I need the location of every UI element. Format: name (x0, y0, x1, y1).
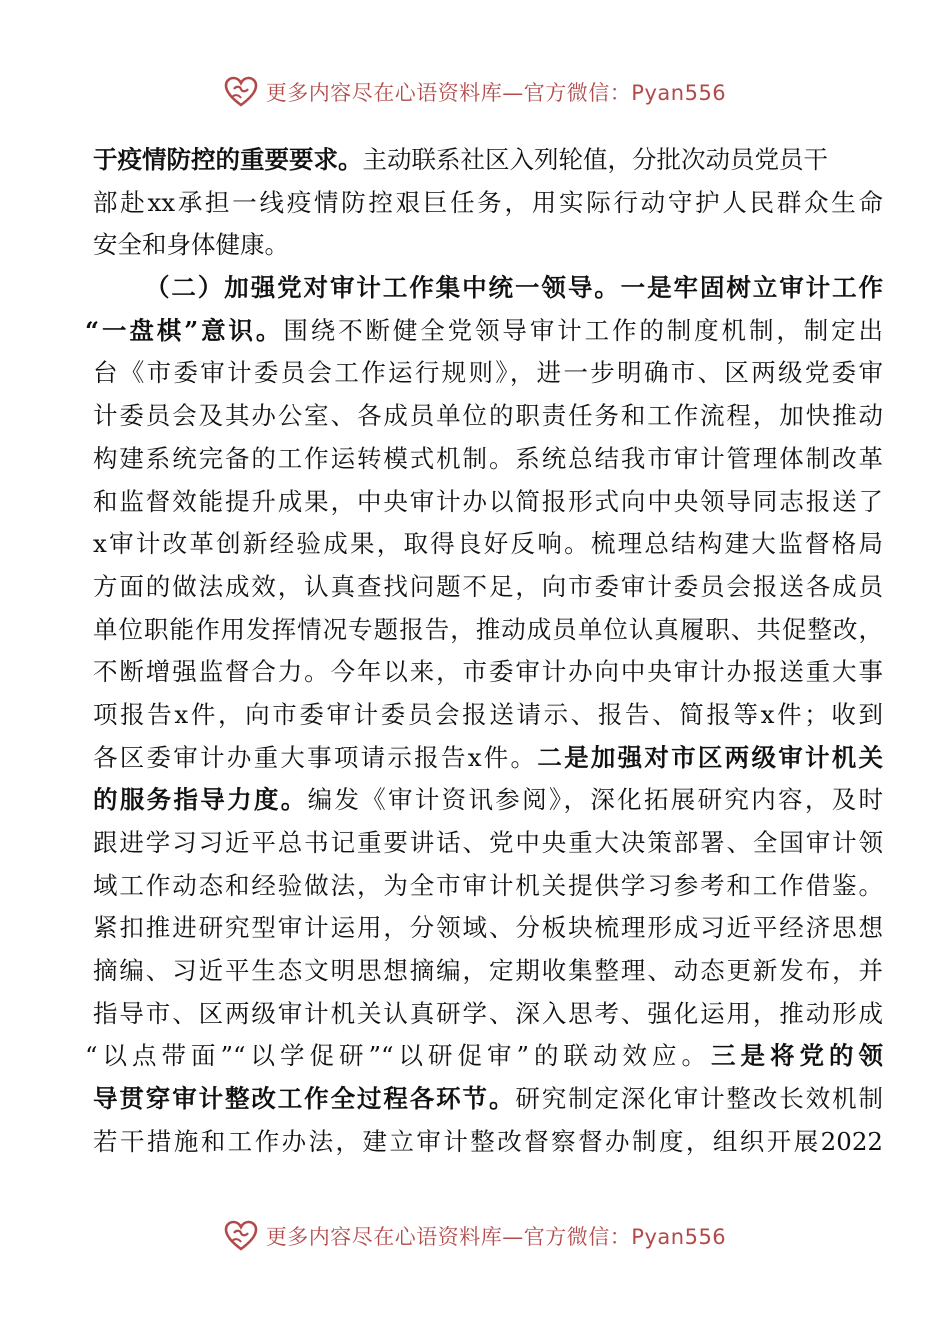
bold-text-segment: （二）加强党对审计工作集中统一领导。一是牢固树立审计工作 (145, 273, 883, 303)
bold-text-segment: 三是将党的领 (711, 1041, 884, 1071)
text-segment: 指导市、区两级审计机关认真研学、深入思考、强化运用，推动形成 (93, 998, 883, 1028)
text-segment: 若干措施和工作办法，建立审计整改督察督办制度，组织开展2022 (93, 1126, 883, 1156)
body-line (85, 1035, 883, 1078)
body-line (93, 993, 883, 1036)
text-segment: “以点带面”“以学促研”“以研促审”的联动效应。 (85, 1041, 712, 1071)
body-line (93, 694, 883, 737)
text-segment: 项报告x件，向市委审计委员会报送请示、报告、简报等x件；收到 (93, 699, 883, 729)
text-segment: 摘编、习近平生态文明思想摘编，定期收集整理、动态更新发布，并 (93, 956, 883, 986)
body-line (93, 779, 883, 822)
text-segment: 研究制定深化审计整改长效机制 (515, 1084, 883, 1114)
text-segment: 紧扣推进研究型审计运用，分领域、分板块梳理形成习近平经济思想 (93, 913, 883, 943)
text-segment: 方面的做法成效，认真查找问题不足，向市委审计委员会报送各成员 (93, 571, 883, 601)
text-segment: 台《市委审计委员会工作运行规则》，进一步明确市、区两级党委审 (93, 358, 883, 388)
text-segment: 域工作动态和经验做法，为全市审计机关提供学习参考和工作借鉴。 (93, 870, 883, 900)
text-segment: 单位职能作用发挥情况专题报告，推动成员单位认真履职、共促整改， (93, 614, 883, 644)
body-line (93, 438, 883, 481)
body-line (93, 395, 883, 438)
footer-banner (0, 1214, 950, 1258)
body-line (93, 609, 883, 652)
body-line (93, 1121, 883, 1164)
body-line (93, 139, 883, 182)
body-line (93, 907, 883, 950)
text-segment: 跟进学习习近平总书记重要讲话、党中央重大决策部署、全国审计领 (93, 828, 883, 857)
body-line (93, 822, 883, 865)
header-banner (0, 70, 950, 114)
body-line (93, 523, 883, 566)
bold-text-segment: 于疫情防控的重要要求。 (93, 145, 363, 174)
body-line (93, 224, 883, 267)
document-body (85, 139, 884, 1164)
body-line (93, 566, 883, 609)
bold-text-segment: “一盘棋”意识。 (85, 315, 284, 345)
body-line (93, 1078, 883, 1121)
footer-text: 更多内容尽在心语资料库—官方微信：Pyan556 (265, 1225, 727, 1249)
text-segment: 主动联系社区入列轮值，分批次动员党员干 (362, 145, 828, 174)
bold-text-segment: 的服务指导力度。 (93, 785, 308, 815)
bold-text-segment: 导贯穿审计整改工作全过程各环节。 (93, 1084, 516, 1114)
body-line (93, 651, 883, 694)
text-segment: 安全和身体健康。 (93, 230, 289, 260)
header-text: 更多内容尽在心语资料库—官方微信：Pyan556 (265, 81, 727, 105)
text-segment: 部赴xx承担一线疫情防控艰巨任务，用实际行动守护人民群众生命 (93, 187, 883, 217)
text-segment: 计委员会及其办公室、各成员单位的职责任务和工作流程，加快推动 (93, 401, 883, 431)
heart-logo-icon (224, 1219, 258, 1253)
body-line (85, 310, 883, 353)
body-line (93, 182, 883, 225)
body-line (93, 737, 883, 780)
body-line (93, 352, 883, 395)
text-segment: 围绕不断健全党领导审计工作的制度机制，制定出 (283, 315, 884, 345)
text-segment: 构建系统完备的工作运转模式机制。系统总结我市审计管理体制改革 (93, 443, 883, 473)
text-segment: 不断增强监督合力。今年以来，市委审计办向中央审计办报送重大事 (93, 657, 883, 687)
text-segment: x审计改革创新经验成果，取得良好反响。梳理总结构建大监督格局 (93, 529, 883, 559)
section-heading-line (93, 267, 883, 310)
text-segment: 和监督效能提升成果，中央审计办以简报形式向中央领导同志报送了 (93, 486, 883, 516)
text-segment: 各区委审计办重大事项请示报告x件。 (93, 742, 538, 772)
body-line (93, 950, 883, 993)
heart-logo-icon (224, 75, 258, 109)
body-line (93, 865, 883, 908)
body-line (93, 481, 883, 524)
text-segment: 编发《审计资讯参阅》，深化拓展研究内容，及时 (307, 785, 884, 815)
bold-text-segment: 二是加强对市区两级审计机关 (537, 742, 884, 772)
